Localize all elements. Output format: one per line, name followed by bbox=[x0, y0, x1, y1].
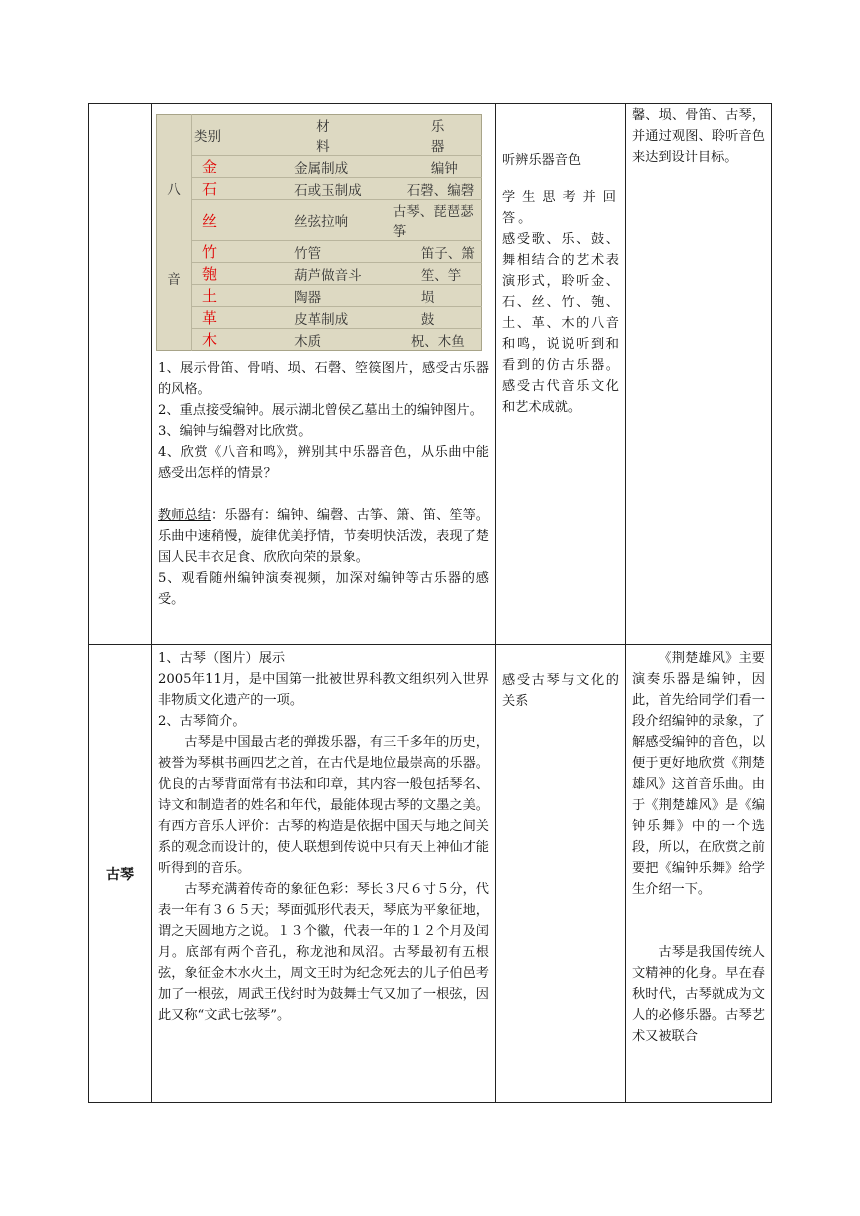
bayin-category: 革 bbox=[192, 307, 289, 329]
bayin-material: 丝弦拉响 bbox=[288, 200, 385, 241]
bayin-header-category: 类别 bbox=[192, 115, 289, 156]
table-row bbox=[89, 645, 772, 1103]
bayin-instrument: 古琴、琵琶瑟筝 bbox=[385, 200, 482, 241]
teacher-item: 3、编钟与编磬对比欣赏。 bbox=[158, 424, 312, 439]
bayin-material: 竹管 bbox=[288, 241, 385, 263]
bayin-instrument: 笛子、箫 bbox=[385, 241, 482, 263]
bayin-category: 土 bbox=[192, 285, 289, 307]
bayin-instrument: 鼓 bbox=[385, 307, 482, 329]
teacher-activity-text bbox=[152, 355, 495, 612]
design-intent-text: 馨、埙、骨笛、古琴，并通过观图、聆听音色来达到设计目标。 bbox=[632, 108, 765, 165]
section-cell-empty bbox=[89, 104, 152, 645]
student-line: 学生思考并回答。 bbox=[502, 190, 619, 226]
bayin-material: 木质 bbox=[294, 333, 322, 350]
teacher-summary bbox=[158, 505, 489, 568]
bayin-row bbox=[157, 263, 482, 285]
design-intent-text: 《荆楚雄风》主要演奏乐器是编钟，因此，首先给同学们看一段介绍编钟的录象，了解感受编钟的音色，以便于更好地欣赏《荆楚雄风》这首音乐曲。由于《荆楚雄风》是《编钟乐舞》中的一个选段，所以，在欣赏之前要把《编钟乐舞》给学生介绍一下。 古琴是我国传统人文精神的化身。早在春秋时代，古琴就成为文人的必修乐器。古琴艺术又被联合 bbox=[632, 651, 765, 1044]
bayin-material: 葫芦做音斗 bbox=[288, 263, 385, 285]
bayin-instrument: 埙 bbox=[385, 285, 482, 307]
bayin-header-row bbox=[157, 115, 482, 156]
design-intent-cell bbox=[626, 104, 772, 645]
design-intent-cell bbox=[626, 645, 772, 1103]
teacher-item: 2、重点接受编钟。展示湖北曾侯乙墓出土的编钟图片。 bbox=[158, 403, 483, 418]
bayin-category: 石 bbox=[192, 178, 289, 200]
bayin-side-label: 八 音 bbox=[157, 115, 192, 351]
summary-label: 教师总结 bbox=[158, 508, 211, 523]
bayin-category: 木 bbox=[202, 331, 218, 349]
student-activity-cell bbox=[496, 104, 626, 645]
bayin-instrument-image bbox=[156, 114, 482, 351]
bayin-material: 皮革制成 bbox=[288, 307, 385, 329]
bayin-row bbox=[157, 307, 482, 329]
bayin-category: 竹 bbox=[192, 241, 289, 263]
bayin-instrument: 石磬、编磬 bbox=[385, 178, 482, 200]
bayin-row bbox=[157, 178, 482, 200]
student-activity-text bbox=[496, 104, 625, 420]
bayin-row bbox=[157, 329, 482, 351]
student-activity-text: 感受古琴与文化的关系 bbox=[502, 673, 619, 709]
table-row bbox=[89, 104, 772, 645]
bayin-row bbox=[157, 241, 482, 263]
bayin-header-material: 材 料 bbox=[288, 115, 385, 156]
bayin-row bbox=[157, 200, 482, 241]
bayin-header-instrument: 乐 器 bbox=[385, 115, 482, 156]
student-line: 感受歌、乐、鼓、舞相结合的艺术表演形式，聆听金、石、丝、竹、匏、土、革、木的八音和鸣，说说听到和看到的仿古乐器。感受古代音乐文化和艺术成就。 bbox=[502, 232, 619, 415]
teacher-activity-cell bbox=[152, 645, 496, 1103]
bayin-row bbox=[157, 285, 482, 307]
bayin-instrument: 笙、竽 bbox=[385, 263, 482, 285]
teacher-item: 1、展示骨笛、骨哨、埙、石磬、箜篌图片，感受古乐器的风格。 bbox=[158, 361, 489, 397]
section-title-guqin: 古琴 bbox=[89, 645, 152, 1103]
bayin-category: 丝 bbox=[192, 200, 289, 241]
teacher-activity-cell bbox=[152, 104, 496, 645]
bayin-material: 石或玉制成 bbox=[288, 178, 385, 200]
student-activity-cell bbox=[496, 645, 626, 1103]
bayin-instrument: 柷、木鱼 bbox=[410, 333, 465, 350]
lesson-plan-table bbox=[88, 103, 772, 1103]
bayin-category: 金 bbox=[192, 156, 289, 178]
bayin-instrument: 编钟 bbox=[385, 156, 482, 178]
teacher-item: 4、欣赏《八音和鸣》，辨别其中乐器音色，从乐曲中能感受出怎样的情景？ bbox=[158, 445, 489, 481]
bayin-material: 陶器 bbox=[288, 285, 385, 307]
summary-text: ：乐器有：编钟、编磬、古筝、箫、笛、笙等。乐曲中速稍慢，旋律优美抒情，节奏明快活泼，表现了楚国人民丰衣足食、欣欣向荣的景象。 bbox=[158, 508, 489, 565]
teacher-item: 5、观看随州编钟演奏视频，加深对编钟等古乐器的感受。 bbox=[158, 571, 489, 607]
teacher-activity-text: 1、古琴（图片）展示 2005年11月，是中国第一批被世界科教文组织列入世界非物质文化遗产的一项。 2、古琴简介。 古琴是中国最古老的弹拨乐器，有三千多年的历史，被誉为琴棋书画四艺之首，在古代是地位最崇高的乐器。优良的古琴背面常有书法和印章，其内容一般包括琴名、诗文和制造者的姓名和年代，最能体现古琴的文墨之美。有西方音乐人评价：古琴的构造是依据中国天与地之间关系的观念而设计的，使人联想到传说中只有天上神仙才能听得到的音乐。 古琴充满着传奇的象征色彩：琴长３尺６寸５分，代表一年有３６５天；琴面弧形代表天，琴底为平象征地，谓之天圆地方之说。１３个徽，代表一年的１２个月及闰月。底部有两个音孔，称龙池和凤沼。古琴最初有五根弦，象征金木水火土，周文王时为纪念死去的儿子伯邑考加了一根弦，周武王伐纣时为鼓舞士气又加了一根弦，因此又称“文武七弦琴”。 bbox=[158, 651, 489, 1023]
bayin-material: 金属制成 bbox=[288, 156, 385, 178]
student-line: 听辨乐器音色 bbox=[502, 153, 582, 168]
bayin-row bbox=[157, 156, 482, 178]
bayin-category: 匏 bbox=[192, 263, 289, 285]
